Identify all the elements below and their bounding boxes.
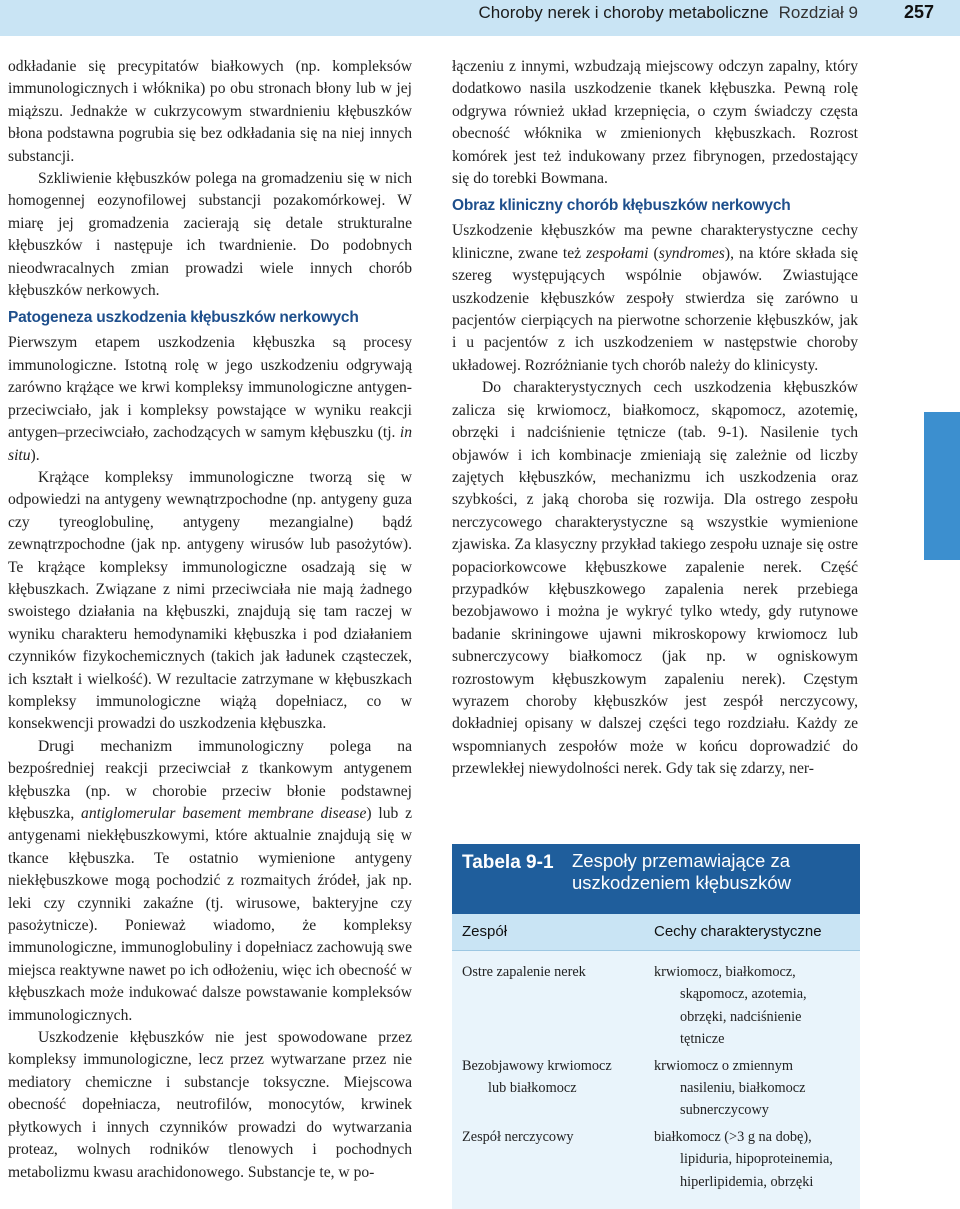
table-label: Tabela 9-1	[462, 852, 554, 873]
table-column-headers	[452, 914, 860, 951]
table-row	[452, 1055, 860, 1122]
table-header	[452, 844, 860, 914]
left-column	[8, 56, 412, 1184]
syndrome-cell	[452, 1055, 654, 1122]
feature-line: białkomocz (>3 g na dobę),	[654, 1128, 812, 1145]
features-cell	[654, 961, 850, 1051]
paragraph: Do charakterystycznych cech uszkodzenia kłębuszków zalicza się krwiomocz, białkomocz, skąpomocz, azotemię, obrzęki i nadciśnienie tętnicze (tab. 9-1). Nasilenie tych objawów i ich kombinacje zmieniają się zależnie od liczby zajętych kłębuszków, mechanizmu ich uszkodzenia oraz szybkości, z jaką choroba się rozwija. Dla ostrego zespołu nerczycowego charakterystyczne są wszystkie wymienione zjawiska. Za klasyczny przykład takiego zespołu uznaje się ostre popaciorkowcowe kłębuszkowe zapalenie nerek. Część przypadków kłębuszkowego zapalenia nerek przebiega bezobjawowo i można je wykryć tylko wtedy, gdy rutynowe badanie skriningowe ujawni mikroskopowy krwiomocz lub subnerczycowy białkomocz (jak np. w ogniskowym rozrostowym kłębuszkowym zapaleniu nerek). Częstym wyrazem choroby kłębuszków jest zespół nerczycowy, dokładniej opisany w dalszej części tego rozdziału. Każdy ze wspomnianych zespołów może w końcu doprowadzić do przewlekłej niewydolności nerek. Gdy tak się zdarzy, ner-	[452, 379, 858, 778]
column-header-features: Cechy charakterystyczne	[654, 923, 822, 940]
feature-line: subnerczycowy	[680, 1102, 769, 1119]
running-title-line	[479, 3, 858, 23]
table-row	[452, 961, 860, 1051]
chapter-side-tab	[924, 412, 960, 560]
feature-line: nasileniu, białkomocz	[680, 1080, 806, 1097]
running-header	[0, 0, 960, 36]
syndrome-cell	[452, 1126, 654, 1193]
table-9-1	[452, 844, 860, 1209]
feature-line: krwiomocz, białkomocz,	[654, 964, 796, 980]
feature-line: skąpomocz, azotemia,	[680, 986, 807, 1003]
paragraph: Uszkodzenie kłębuszków ma pewne charakterystyczne cechy kliniczne, zwane też zespołami (syndromes), na które składa się szereg występujących wspólnie objawów. Zwiastujące uszkodzenie kłębuszków zespoły stwierdza się zarówno u pacjentów cierpiących na pierwotne schorzenie kłębuszków, jak i u pacjentów z ich uszkodzeniem w następstwie choroby układowej. Rozróżnianie tych chorób należy do klinicysty.	[452, 222, 859, 374]
syndrome-line: Zespół nerczycowy	[462, 1128, 574, 1145]
features-cell	[654, 1126, 850, 1193]
section-heading: Obraz kliniczny chorób kłębuszków nerkowych	[452, 197, 791, 215]
column-header-syndrome: Zespół	[462, 923, 508, 940]
feature-line: lipiduria, hipoproteinemia,	[680, 1151, 833, 1168]
paragraph: Uszkodzenie kłębuszków nie jest spowodowane przez kompleksy immunologiczne, lecz przez wytwarzane przez nie mediatory chemiczne i substancje toksyczne. Miejscowa obecność dopełniacza, neutrofilów, monocytów, krwinek płytkowych i innych czynników prowadzi do wytwarzania proteaz, wolnych rodników tlenowych i pochodnych metabolizmu kwasu arachidonowego. Substancje te, w po-	[8, 1029, 412, 1181]
feature-line: obrzęki, nadciśnienie	[680, 1008, 802, 1025]
paragraph: Szkliwienie kłębuszków polega na gromadzeniu się w nich homogennej eozynofilowej substancji pozakomórkowej. W miarę jej gromadzenia zacierają się detale strukturalne kłębuszków i następuje ich twardnienie. Do podobnych nieodwracalnych zmian prowadzi wiele innych chorób kłębuszków nerkowych.	[8, 170, 412, 300]
paragraph: Drugi mechanizm immunologiczny polega na bezpośredniej reakcji przeciwciał z tkankowym antygenem kłębuszka (np. w chorobie przeciw błonie podstawnej kłębuszka, antiglomerular basement membrane disease) lub z antygenami niekłębuszkowymi, które aktualnie znajdują się w tkance kłębuszka. Te ostatnio wymienione antygeny niekłębuszkowe mogą pochodzić z rozmaitych źródeł, jak np. leki czy czynniki zakaźne (tj. wirusowe, bakteryjne czy pasożytnicze). Ponieważ wiadomo, że kompleksy immunologiczne, immunoglobuliny i dopełniacz zachowują swe miejsca reaktywne nawet po ich odłożeniu, więc ich obecność w kłębuszkach może indukować dalsze powstawanie kompleksów immunologicznych.	[8, 737, 412, 1024]
chapter-label: Rozdział 9	[778, 3, 858, 22]
paragraph: Krążące kompleksy immunologiczne tworzą się w odpowiedzi na antygeny wewnątrzpochodne (np. antygeny guza czy tyreoglobulinę, antygeny mezangialne) bądź zewnątrzpochodne (jak np. antygeny wirusów lub pasożytów). Te krążące kompleksy immunologiczne osadzają się w kłębuszkach. Związane z nimi przeciwciała nie mają żadnego swoistego działania na kłębuszki, znajdują się tam raczej w wyniku charakteru hemodynamiki kłębuszka i pod działaniem czynników fizykochemicznych (takich jak ładunek cząsteczek, ich kształt i wielkość). W rezultacie zatrzymane w kłębuszkach kompleksy immunologiczne wiążą dopełniacz, co w konsekwencji prowadzi do uszkodzenia kłębuszka.	[8, 468, 412, 733]
paragraph: odkładanie się precypitatów białkowych (np. kompleksów immunologicznych i włóknika) po obu stronach błony lub w jej miąższu. Jednakże w cukrzycowym stwardnieniu kłębuszków błona podstawna pogrubia się bez odkładania się na niej innych substancji.	[8, 58, 412, 165]
syndrome-cell	[452, 961, 654, 1051]
features-cell	[654, 1055, 850, 1122]
table-body	[452, 951, 860, 1209]
section-heading: Patogeneza uszkodzenia kłębuszków nerkowych	[8, 309, 359, 327]
page-number: 257	[903, 2, 934, 22]
paragraph: łączeniu z innymi, wzbudzają miejscowy odczyn zapalny, który dodatkowo nasila uszkodzenie tkanek kłębuszka. Pewną rolę odgrywa również układ krzepnięcia, o czym świadczy częsta obecność włóknika w zmienionych kłębuszkach. Rozrost komórek jest też indukowany przez fibrynogen, przedostający się do torebki Bowmana.	[452, 58, 858, 188]
paragraph: Pierwszym etapem uszkodzenia kłębuszka są procesy immunologiczne. Istotną rolę w jego uszkodzeniu odgrywają zarówno krążące we krwi kompleksy immunologiczne antygen-przeciwciało, jak i kompleksy powstające w wyniku reakcji antygen–przeciwciało, zachodzących w samym kłębuszku (tj. in situ).	[8, 334, 412, 464]
syndrome-line: Bezobjawowy krwiomocz	[462, 1057, 612, 1074]
running-title: Choroby nerek i choroby metaboliczne	[478, 3, 769, 22]
syndrome-line: Ostre zapalenie nerek	[462, 964, 586, 980]
feature-line: krwiomocz o zmiennym	[654, 1057, 793, 1074]
table-row	[452, 1126, 860, 1193]
feature-line: hiperlipidemia, obrzęki	[680, 1173, 814, 1190]
right-column	[452, 56, 858, 781]
syndrome-line: lub białkomocz	[488, 1080, 577, 1097]
table-title: Zespoły przemawiające za uszkodzeniem kłębuszków	[572, 850, 792, 893]
feature-line: tętnicze	[680, 1031, 725, 1048]
